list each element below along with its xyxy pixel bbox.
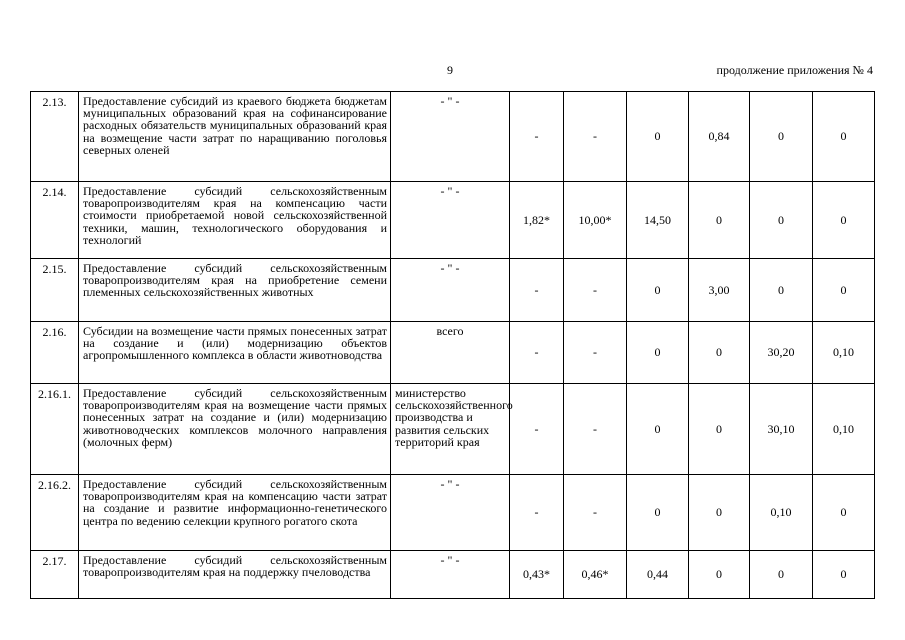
row-executor: - " -: [391, 259, 510, 322]
value-cell: 0: [627, 475, 689, 551]
value-cell: 0: [813, 182, 875, 259]
value-cell: 0: [689, 182, 750, 259]
row-description: Субсидии на возмещение части прямых понесенных затрат на создание и (или) модернизацию объектов агропромышленного комплекса в области животноводства: [79, 322, 391, 384]
row-number: 2.15.: [31, 259, 79, 322]
value-cell: -: [510, 322, 564, 384]
value-cell: -: [510, 384, 564, 475]
row-executor: - " -: [391, 551, 510, 599]
row-description: Предоставление субсидий сельскохозяйственным товаропроизводителям края на возмещение части прямых понесенных затрат на создание и (или) модернизацию животноводческих комплексов молочного направления (молочных ферм): [79, 384, 391, 475]
row-description: Предоставление субсидий сельскохозяйственным товаропроизводителям края на приобретение семени племенных сельскохозяйственных животных: [79, 259, 391, 322]
table-row: [31, 384, 875, 475]
value-cell: 14,50: [627, 182, 689, 259]
value-cell: 30,20: [750, 322, 813, 384]
row-description: Предоставление субсидий из краевого бюджета бюджетам муниципальных образований края на софинансирование расходных обязательств муниципальных образований края на возмещение части затрат по наращиванию поголовья северных оленей: [79, 92, 391, 182]
row-number: 2.14.: [31, 182, 79, 259]
value-cell: 0: [750, 92, 813, 182]
value-cell: 0: [627, 92, 689, 182]
value-cell: -: [510, 259, 564, 322]
row-number: 2.16.: [31, 322, 79, 384]
table-row: [31, 182, 875, 259]
row-executor: - " -: [391, 92, 510, 182]
value-cell: 0,10: [750, 475, 813, 551]
value-cell: 0,10: [813, 384, 875, 475]
value-cell: 0: [689, 475, 750, 551]
value-cell: 0: [813, 475, 875, 551]
value-cell: 0,44: [627, 551, 689, 599]
value-cell: 30,10: [750, 384, 813, 475]
table-row: [31, 475, 875, 551]
value-cell: 0: [813, 551, 875, 599]
row-number: 2.16.1.: [31, 384, 79, 475]
value-cell: -: [564, 259, 627, 322]
value-cell: 0: [689, 322, 750, 384]
value-cell: 0: [750, 551, 813, 599]
value-cell: 0: [689, 384, 750, 475]
value-cell: 10,00*: [564, 182, 627, 259]
table-row: [31, 322, 875, 384]
value-cell: -: [510, 475, 564, 551]
value-cell: 0: [689, 551, 750, 599]
table-row: [31, 259, 875, 322]
value-cell: 0: [813, 92, 875, 182]
value-cell: 0: [750, 182, 813, 259]
value-cell: 3,00: [689, 259, 750, 322]
table-row: [31, 92, 875, 182]
continuation-label: продолжение приложения № 4: [716, 63, 873, 77]
row-executor: всего: [391, 322, 510, 384]
row-description: Предоставление субсидий сельскохозяйственным товаропроизводителям края на компенсацию части стоимости приобретаемой новой сельскохозяйственной техники, машин, технологического оборудования и технологий: [79, 182, 391, 259]
value-cell: 0: [627, 384, 689, 475]
value-cell: -: [510, 92, 564, 182]
value-cell: 0,10: [813, 322, 875, 384]
value-cell: -: [564, 384, 627, 475]
value-cell: 0: [813, 259, 875, 322]
value-cell: 1,82*: [510, 182, 564, 259]
row-description: Предоставление субсидий сельскохозяйственным товаропроизводителям края на компенсацию части затрат на создание и развитие информационно-генетического центра по ведению селекции крупного рогатого скота: [79, 475, 391, 551]
table-row: [31, 551, 875, 599]
value-cell: -: [564, 92, 627, 182]
value-cell: 0: [627, 322, 689, 384]
row-number: 2.13.: [31, 92, 79, 182]
row-number: 2.16.2.: [31, 475, 79, 551]
value-cell: 0,46*: [564, 551, 627, 599]
value-cell: 0: [750, 259, 813, 322]
value-cell: 0: [627, 259, 689, 322]
row-description: Предоставление субсидий сельскохозяйственным товаропроизводителям края на поддержку пчеловодства: [79, 551, 391, 599]
row-executor: министерство сельскохозяйственного производства и развития сельских территорий края: [391, 384, 510, 475]
value-cell: -: [564, 322, 627, 384]
value-cell: 0,43*: [510, 551, 564, 599]
value-cell: 0,84: [689, 92, 750, 182]
subsidy-table: [30, 91, 875, 599]
row-number: 2.17.: [31, 551, 79, 599]
row-executor: - " -: [391, 182, 510, 259]
page-number: 9: [447, 63, 453, 77]
value-cell: -: [564, 475, 627, 551]
row-executor: - " -: [391, 475, 510, 551]
